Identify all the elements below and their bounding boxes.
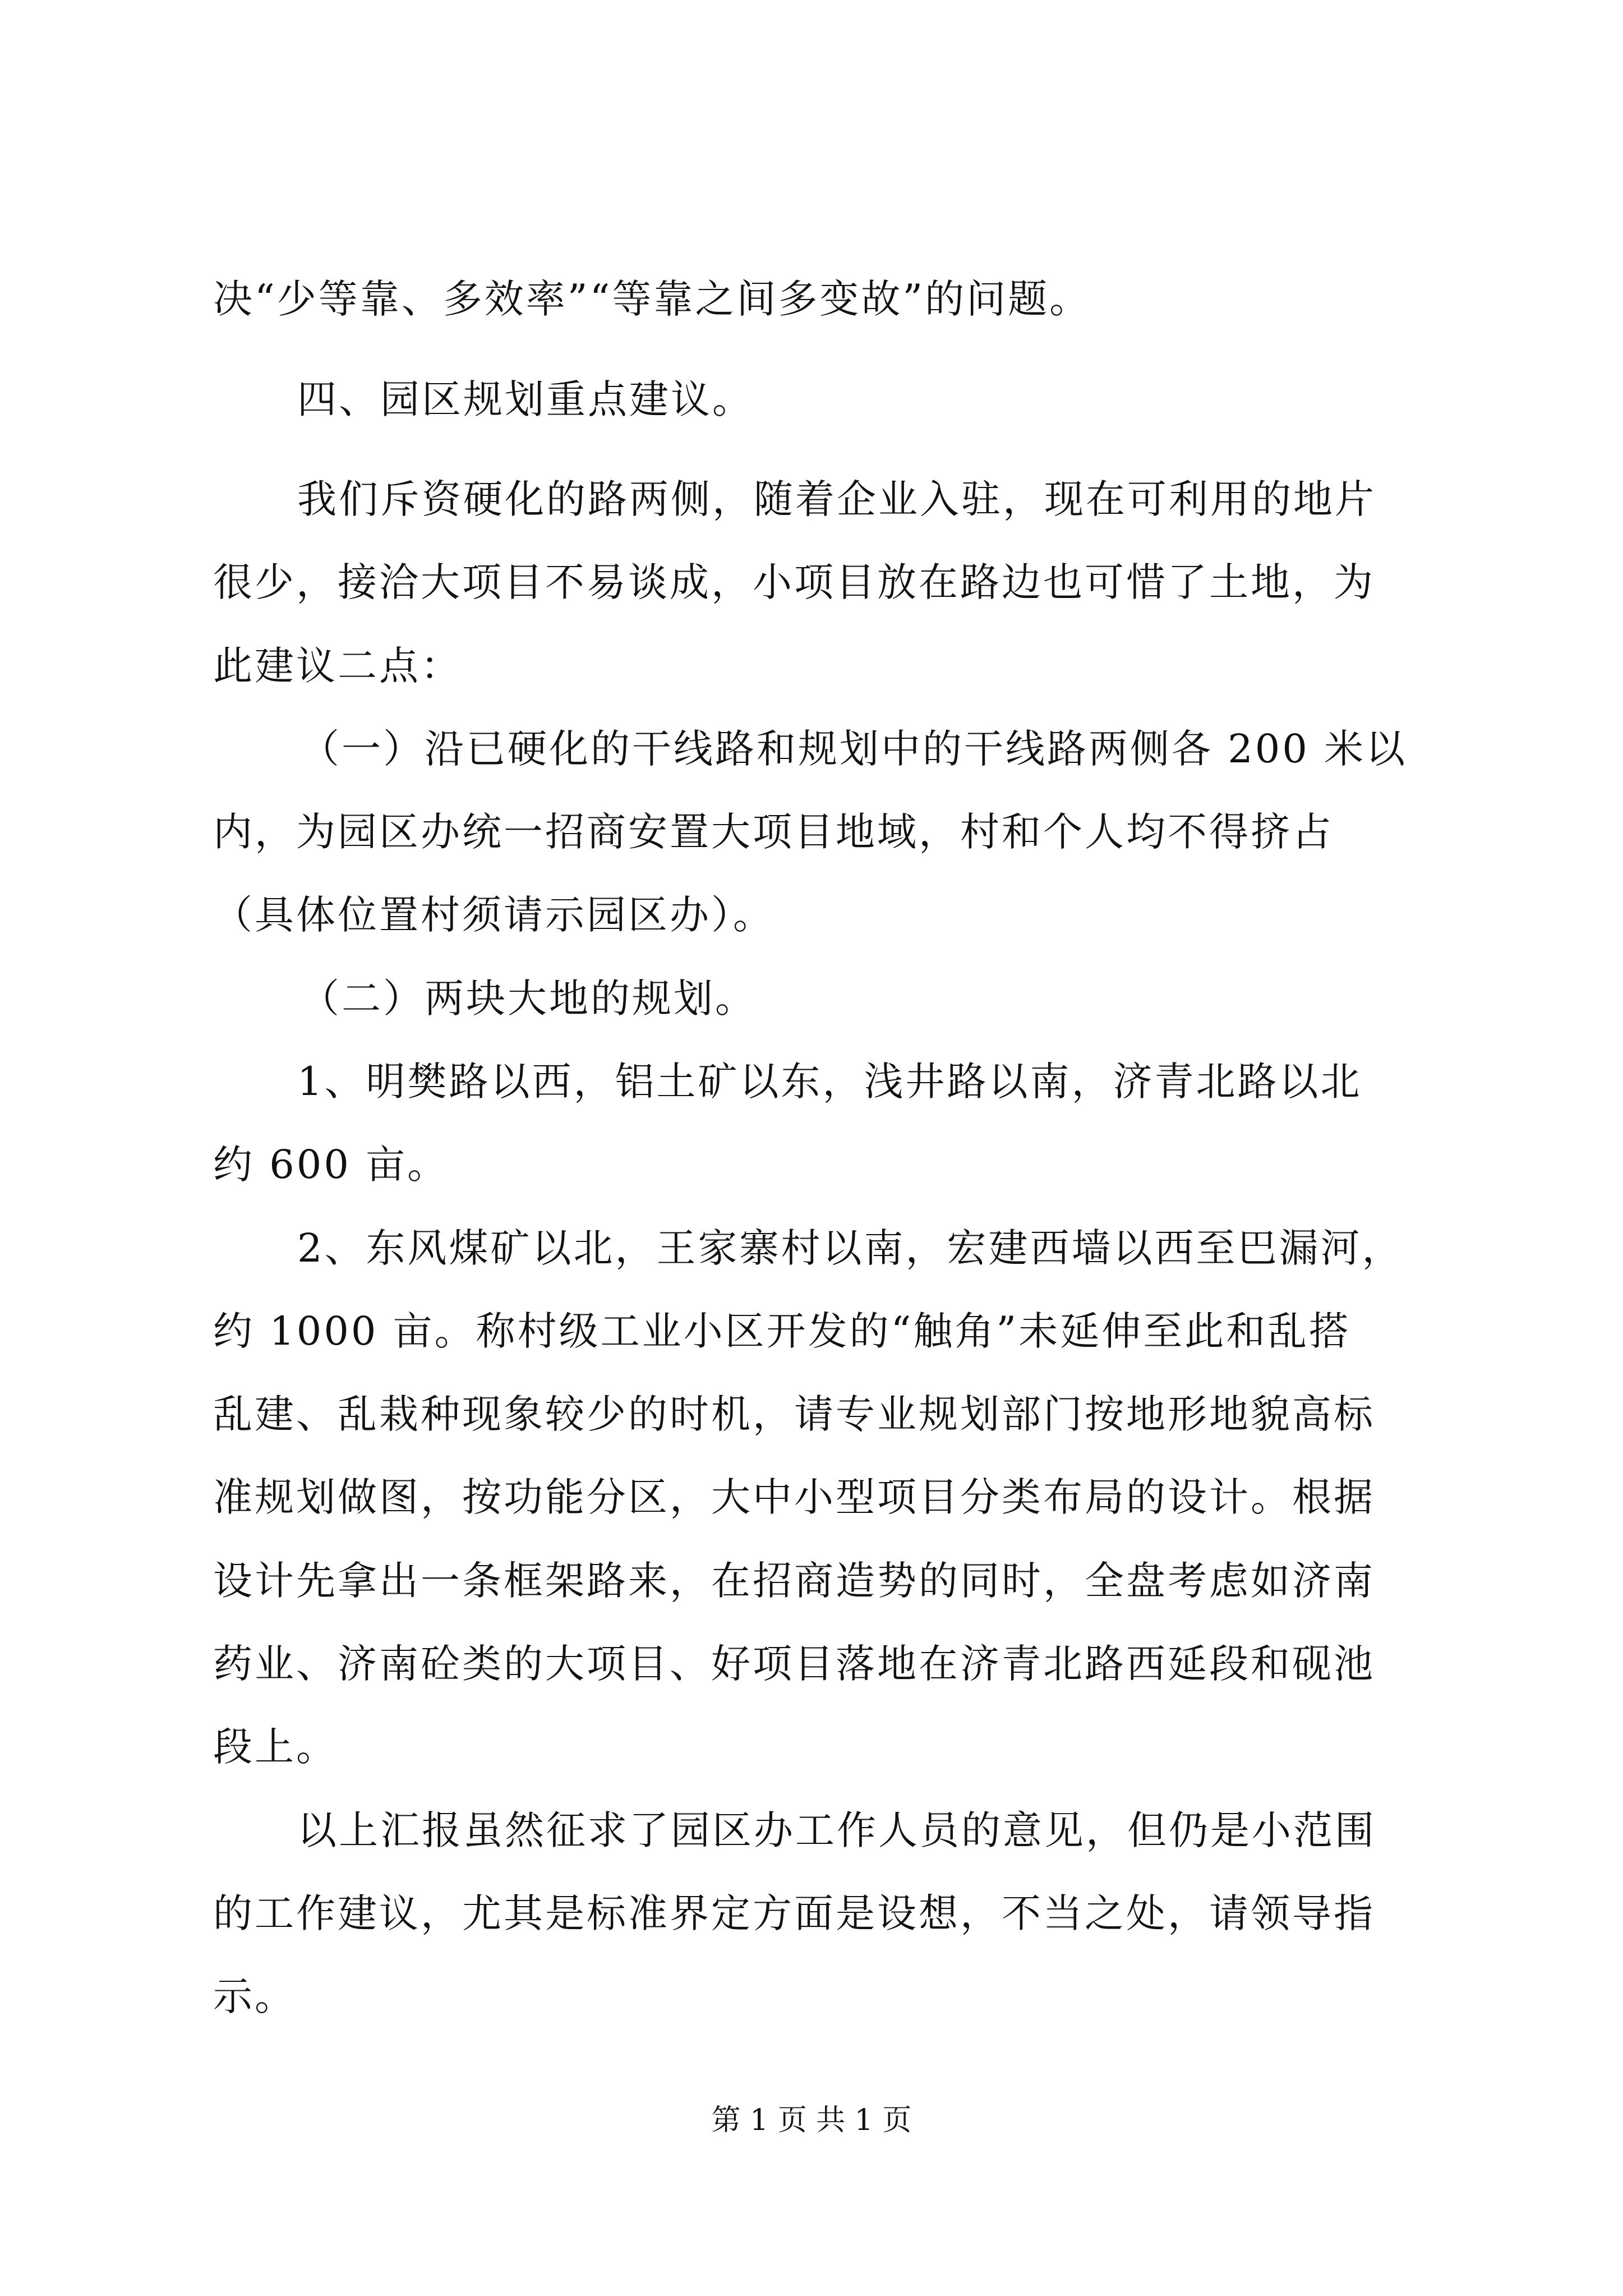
text-line: 设计先拿出一条框架路来，在招商造势的同时，全盘考虑如济南	[213, 1558, 1375, 1604]
text-line: 的工作建议，尤其是标准界定方面是设想，不当之处，请领导指	[213, 1890, 1375, 1936]
page-footer: 第 1 页 共 1 页	[711, 2104, 912, 2137]
text-line: 准规划做图，按功能分区，大中小型项目分类布局的设计。根据	[213, 1474, 1375, 1520]
text-line: 2、东风煤矿以北，王家寨村以南，宏建西墙以西至巴漏河，	[297, 1225, 1404, 1271]
text-line: 此建议二点：	[213, 643, 462, 689]
section-heading: 四、园区规划重点建议。	[297, 376, 754, 422]
text-line: 段上。	[213, 1724, 338, 1770]
text-line: 很少，接洽大项目不易谈成，小项目放在路边也可惜了土地，为	[213, 559, 1375, 605]
text-line: 决“少等靠、多效率”“等靠之间多变故”的问题。	[213, 276, 1091, 322]
text-line: 乱建、乱栽种现象较少的时机，请专业规划部门按地形地貌高标	[213, 1391, 1375, 1437]
text-line: 以上汇报虽然征求了园区办工作人员的意见，但仍是小范围	[297, 1807, 1376, 1853]
text-line: （一）沿已硬化的干线路和规划中的干线路两侧各 200 米以	[300, 726, 1408, 772]
text-line: （具体位置村须请示园区办）。	[213, 892, 774, 938]
text-line: 1、明樊路以西，铝土矿以东，浅井路以南，济青北路以北	[297, 1059, 1362, 1105]
text-line: 约 1000 亩。称村级工业小区开发的“触角”未延伸至此和乱搭	[213, 1308, 1351, 1354]
text-line: 药业、济南砼类的大项目、好项目落地在济青北路西延段和砚池	[213, 1641, 1375, 1687]
text-line: 示。	[213, 1973, 296, 2019]
text-line: 我们斥资硬化的路两侧，随着企业入驻，现在可利用的地片	[297, 476, 1376, 522]
subsection-heading: （二）两块大地的规划。	[300, 976, 757, 1022]
text-line: 内，为园区办统一招商安置大项目地域，村和个人均不得挤占	[213, 809, 1334, 855]
text-line: 约 600 亩。	[213, 1142, 449, 1188]
